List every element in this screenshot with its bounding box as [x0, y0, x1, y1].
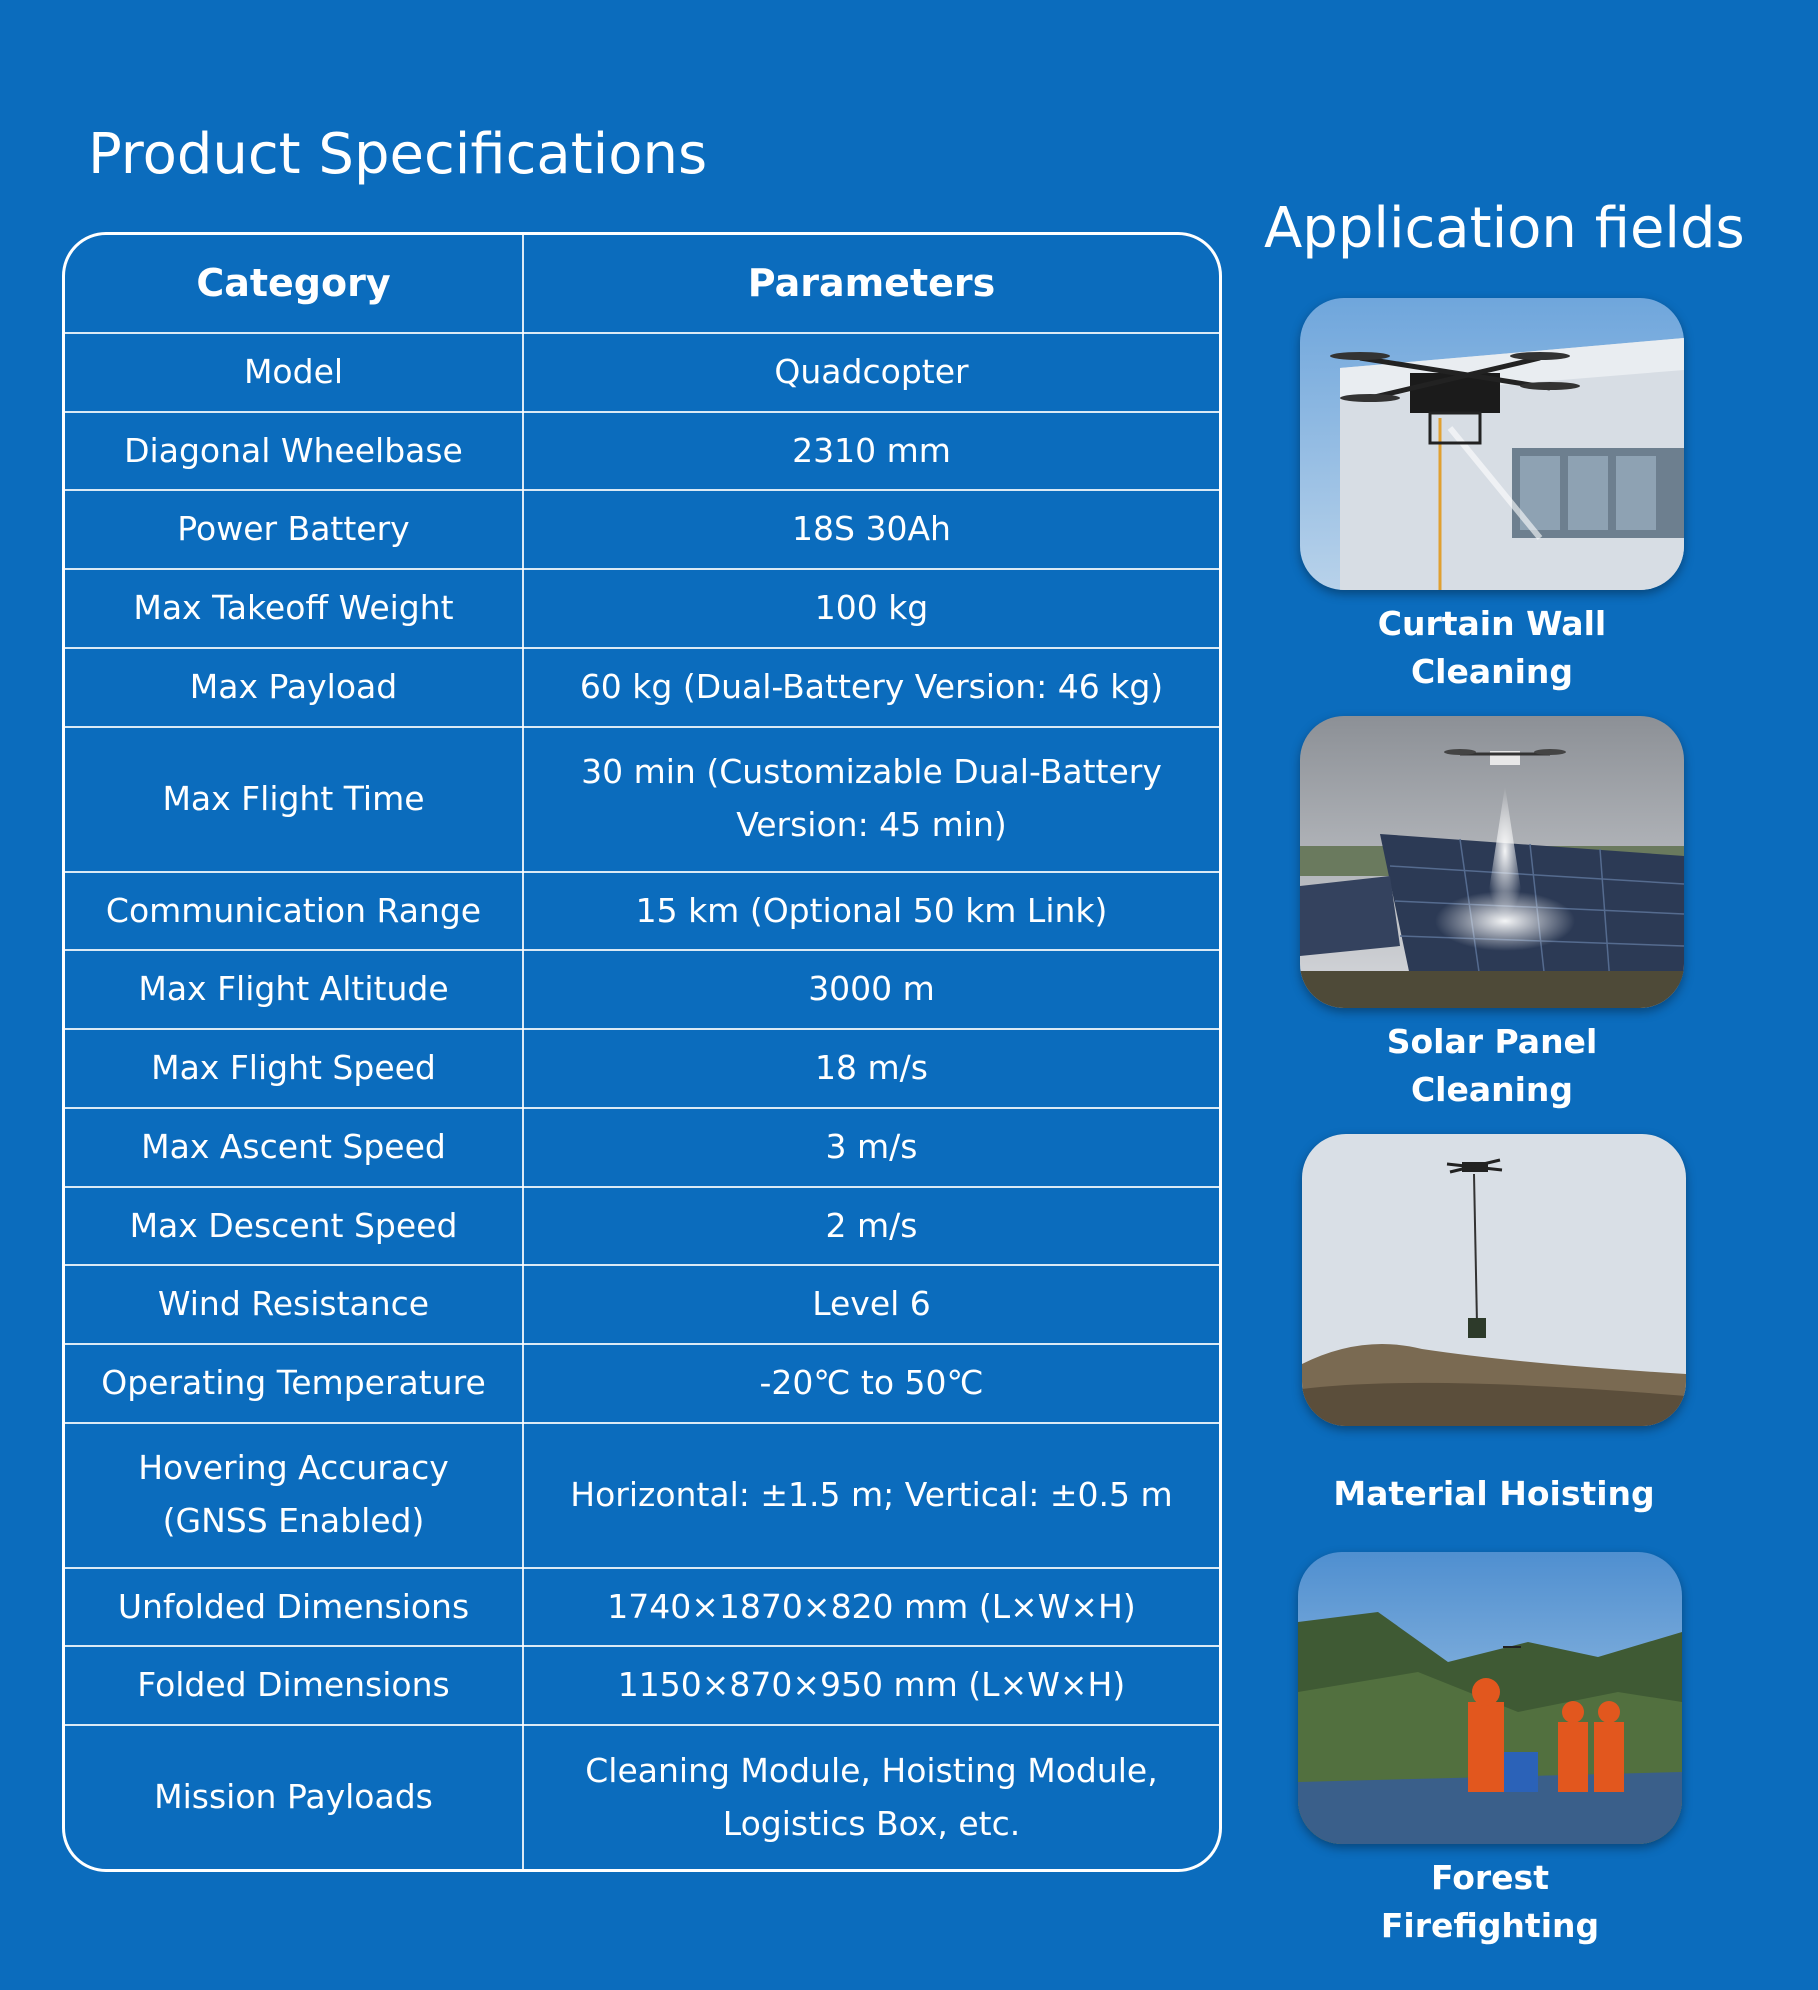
table-row — [65, 333, 1219, 412]
table-row — [65, 1423, 1219, 1568]
spec-table-container — [62, 232, 1222, 1872]
table-row — [65, 1646, 1219, 1725]
application-card-forest-firefighting — [1298, 1552, 1688, 1950]
table-row — [65, 727, 1219, 872]
row-category: Diagonal Wheelbase — [65, 412, 523, 491]
row-parameter: Level 6 — [523, 1265, 1219, 1344]
building-drone-photo-icon — [1300, 298, 1684, 590]
table-row — [65, 1344, 1219, 1423]
row-parameter: 1740×1870×820 mm (L×W×H) — [523, 1568, 1219, 1647]
header-category: Category — [65, 235, 523, 333]
table-row — [65, 1265, 1219, 1344]
row-parameter: Horizontal: ±1.5 m; Vertical: ±0.5 m — [523, 1423, 1219, 1568]
row-category: Folded Dimensions — [65, 1646, 523, 1725]
row-parameter: 100 kg — [523, 569, 1219, 648]
table-header-row — [65, 235, 1219, 333]
row-category: Unfolded Dimensions — [65, 1568, 523, 1647]
table-row — [65, 569, 1219, 648]
row-category: Hovering Accuracy (GNSS Enabled) — [65, 1423, 523, 1568]
row-parameter: 2 m/s — [523, 1187, 1219, 1266]
applications-title: Application fields — [1264, 196, 1745, 261]
row-category: Wind Resistance — [65, 1265, 523, 1344]
row-parameter: 1150×870×950 mm (L×W×H) — [523, 1646, 1219, 1725]
row-category: Max Ascent Speed — [65, 1108, 523, 1187]
firefighting-drone-photo-icon — [1298, 1552, 1682, 1844]
row-category: Mission Payloads — [65, 1725, 523, 1869]
table-row — [65, 412, 1219, 491]
row-parameter: Quadcopter — [523, 333, 1219, 412]
row-category: Power Battery — [65, 490, 523, 569]
table-row — [65, 1568, 1219, 1647]
row-parameter: 60 kg (Dual-Battery Version: 46 kg) — [523, 648, 1219, 727]
spec-table — [65, 235, 1219, 1869]
table-row — [65, 1108, 1219, 1187]
page-title: Product Specifications — [88, 122, 708, 187]
header-parameters: Parameters — [523, 235, 1219, 333]
row-category: Model — [65, 333, 523, 412]
row-parameter: 18S 30Ah — [523, 490, 1219, 569]
application-card-curtain-wall — [1300, 298, 1690, 696]
row-category: Max Payload — [65, 648, 523, 727]
row-category: Communication Range — [65, 872, 523, 951]
row-category: Max Flight Time — [65, 727, 523, 872]
row-parameter: 18 m/s — [523, 1029, 1219, 1108]
application-card-material-hoisting — [1302, 1134, 1692, 1518]
row-parameter: Cleaning Module, Hoisting Module, Logistics Box, etc. — [585, 1750, 1158, 1843]
table-row — [65, 490, 1219, 569]
application-label: Material Hoisting — [1333, 1474, 1655, 1513]
table-row — [65, 1187, 1219, 1266]
row-parameter: 2310 mm — [523, 412, 1219, 491]
table-row — [65, 1029, 1219, 1108]
table-row — [65, 950, 1219, 1029]
row-parameter: 3 m/s — [523, 1108, 1219, 1187]
application-label: Curtain Wall Cleaning — [1377, 604, 1607, 691]
row-parameter: 15 km (Optional 50 km Link) — [523, 872, 1219, 951]
row-category: Max Flight Altitude — [65, 950, 523, 1029]
application-label: Forest Firefighting — [1380, 1858, 1600, 1945]
row-category: Max Flight Speed — [65, 1029, 523, 1108]
table-row — [65, 1725, 1219, 1869]
application-label: Solar Panel Cleaning — [1386, 1022, 1598, 1109]
table-row — [65, 872, 1219, 951]
table-row — [65, 648, 1219, 727]
application-card-solar-panel — [1300, 716, 1690, 1114]
row-parameter: 3000 m — [523, 950, 1219, 1029]
row-category: Max Takeoff Weight — [65, 569, 523, 648]
solar-drone-photo-icon — [1300, 716, 1684, 1008]
row-category: Operating Temperature — [65, 1344, 523, 1423]
row-parameter: -20℃ to 50℃ — [523, 1344, 1219, 1423]
hoisting-drone-photo-icon — [1302, 1134, 1686, 1426]
row-category: Max Descent Speed — [65, 1187, 523, 1266]
row-parameter: 30 min (Customizable Dual-Battery Version: 45 min) — [523, 727, 1219, 872]
